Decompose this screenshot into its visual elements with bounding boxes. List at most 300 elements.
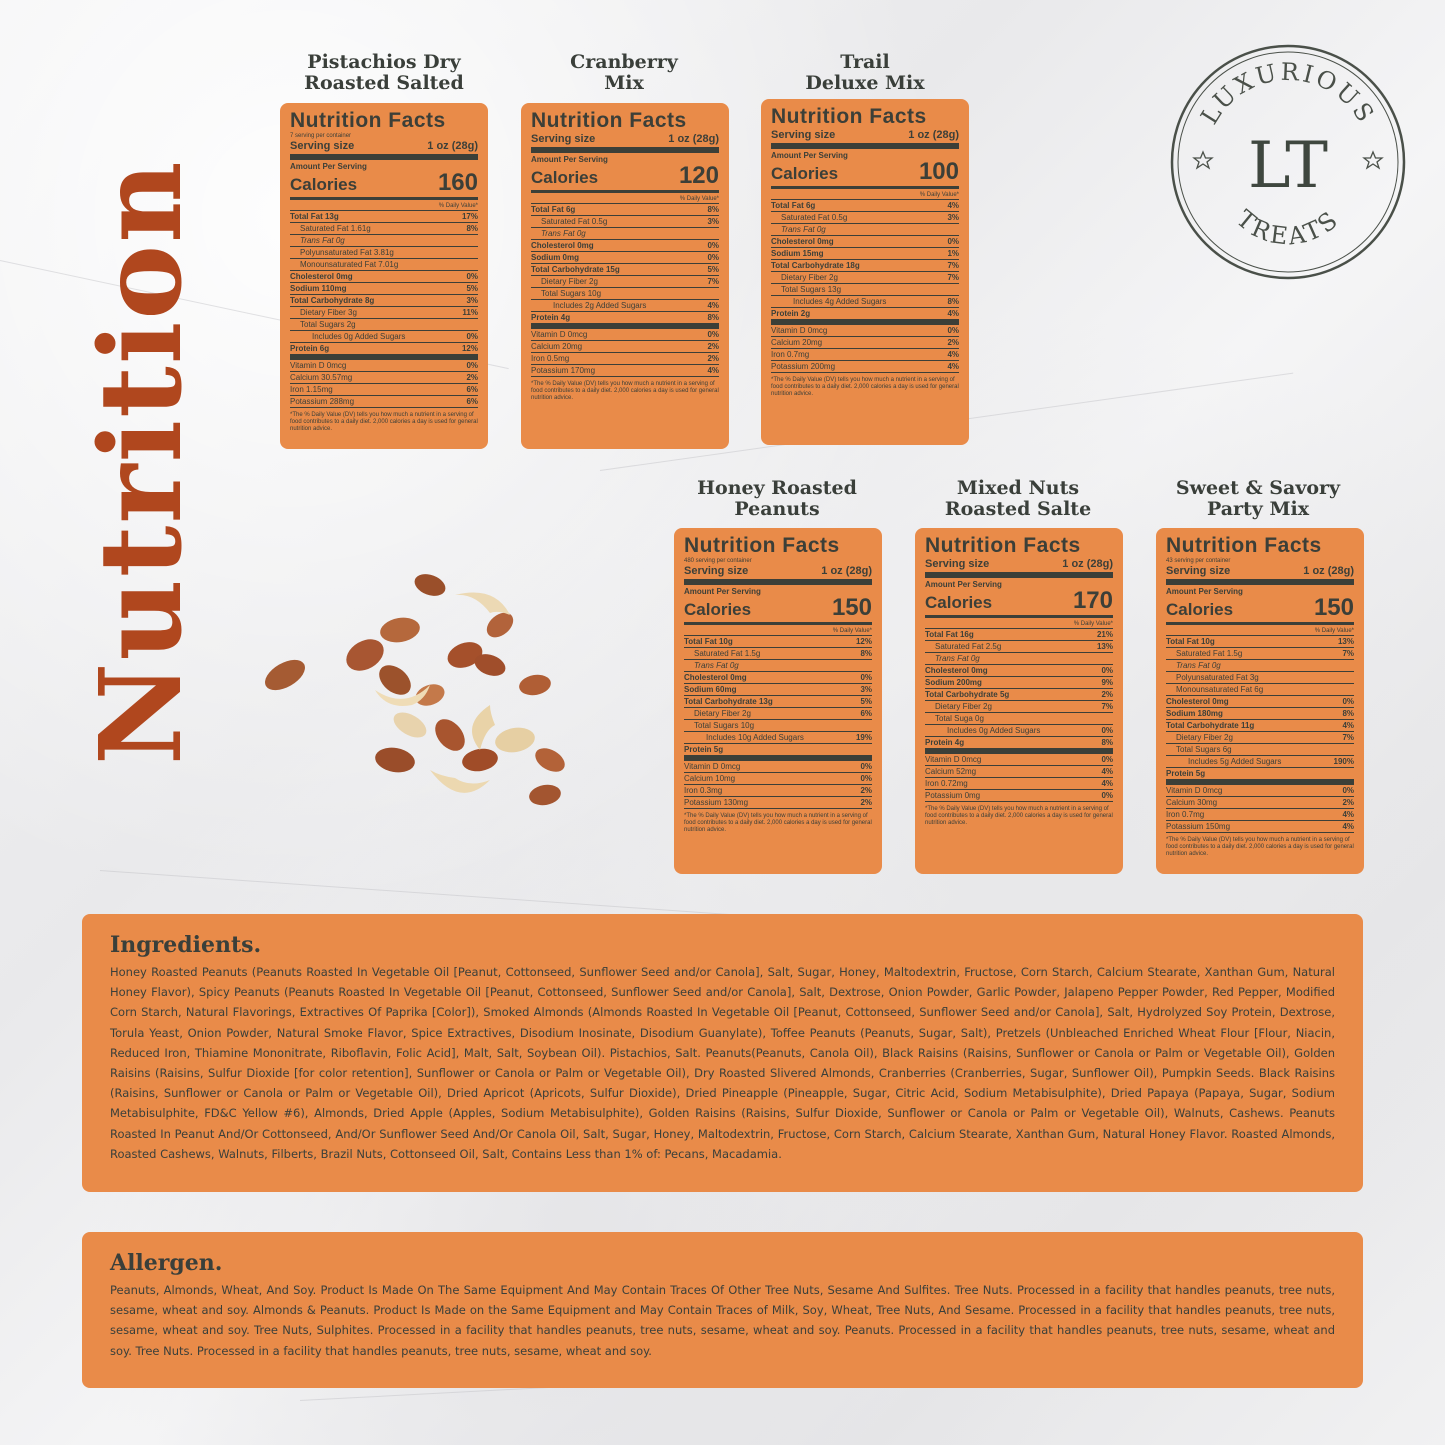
nutrient-label: Total Carbohydrate 8g: [290, 296, 375, 305]
nutrition-facts-panel: [915, 528, 1123, 874]
nutrient-daily-value: 0%: [860, 673, 872, 682]
nutrient-label: Total Fat 10g: [1166, 637, 1215, 646]
nutrient-label: Cholesterol 0mg: [684, 673, 747, 682]
product-title-line: Cranberry: [570, 51, 678, 73]
nutrient-row: [1166, 744, 1354, 756]
nutrient-label: Calcium 20mg: [531, 342, 583, 351]
nutrient-row: [290, 295, 478, 307]
nutrient-label: Includes 2g Added Sugars: [553, 301, 647, 310]
nutrient-row: [925, 713, 1113, 725]
nutrient-daily-value: 0%: [1342, 697, 1354, 706]
nutrient-label: Vitamin D 0mcg: [531, 330, 588, 339]
nutrient-row: [1166, 672, 1354, 684]
nutrient-label: Saturated Fat 1.5g: [1176, 649, 1243, 658]
product-title-line: Honey Roasted: [697, 477, 857, 499]
nutrition-facts-heading: Nutrition Facts: [925, 534, 1081, 557]
divider: [1166, 622, 1354, 625]
amount-per-serving: Amount Per Serving: [290, 162, 367, 171]
divider: [531, 147, 719, 153]
product-title-line: Trail: [840, 51, 890, 73]
nutrient-row: [684, 684, 872, 696]
daily-value-footnote: *The % Daily Value (DV) tells you how much a nutrient in a serving of food contributes to a daily diet. 2,000 calories a day is used for general nutrition advice.: [771, 377, 959, 397]
nutrient-daily-value: 0%: [860, 774, 872, 783]
serving-size-row: [771, 129, 959, 141]
svg-text:TREATS: [1231, 205, 1345, 251]
calories-label: Calories: [531, 168, 599, 187]
nutrient-row: [531, 300, 719, 312]
nutrient-daily-value: 4%: [947, 309, 959, 318]
nutrition-facts-panel: [280, 103, 488, 449]
ingredients-heading: Ingredients.: [110, 932, 262, 958]
nutrient-row: [290, 211, 478, 223]
nutrient-row: [771, 325, 959, 337]
serving-size-value: 1 oz (28g): [1062, 558, 1113, 570]
product-title-line: Party Mix: [1206, 498, 1310, 520]
nutrient-daily-value: 12%: [461, 344, 478, 353]
nutrient-row: [1166, 797, 1354, 809]
amount-per-serving: Amount Per Serving: [925, 580, 1002, 589]
nutrient-label: Includes 5g Added Sugars: [1188, 757, 1282, 766]
nutrient-daily-value: 4%: [1342, 721, 1354, 730]
daily-value-footnote: *The % Daily Value (DV) tells you how much a nutrient in a serving of food contributes to a daily diet. 2,000 calories a day is used for general nutrition advice.: [290, 412, 478, 432]
amount-per-serving: Amount Per Serving: [684, 587, 761, 596]
nutrient-row: [290, 319, 478, 331]
nutrient-label: Sodium 110mg: [290, 284, 347, 293]
nutrient-daily-value: 3%: [947, 213, 959, 222]
nutrient-row: [290, 396, 478, 408]
nutrient-row: [1166, 768, 1354, 785]
product-title-line: Peanuts: [734, 498, 820, 520]
nutrient-row: [1166, 756, 1354, 768]
servings-per-container: 43 serving per container: [1166, 558, 1231, 564]
nutrient-row: [925, 689, 1113, 701]
nutrient-daily-value: 13%: [1337, 637, 1354, 646]
divider: [771, 186, 959, 189]
nutrient-label: Protein 5g: [684, 745, 724, 754]
serving-size-value: 1 oz (28g): [427, 140, 478, 152]
nutrient-row: [771, 349, 959, 361]
product-title: [504, 52, 744, 94]
nutrient-label: Total Fat 13g: [290, 212, 339, 221]
divider: [531, 190, 719, 193]
nutrient-daily-value: 8%: [1101, 738, 1113, 747]
nutrient-row: [1166, 660, 1354, 672]
logo-bottom-text: TREATS: [1231, 204, 1345, 251]
calories-row: [290, 171, 478, 195]
calories-value: 170: [1072, 587, 1113, 614]
nutrient-daily-value: 21%: [1096, 630, 1113, 639]
nutrient-daily-value: 17%: [461, 212, 478, 221]
nutrition-facts-heading: Nutrition Facts: [1166, 534, 1322, 557]
nutrient-daily-value: 12%: [855, 637, 872, 646]
nutrient-daily-value: 4%: [1342, 810, 1354, 819]
nutrient-label: Iron 0.7mg: [1166, 810, 1205, 819]
nutrient-daily-value: 2%: [860, 786, 872, 795]
calories-row: [925, 589, 1113, 613]
nutrient-label: Dietary Fiber 2g: [541, 277, 598, 286]
nutrient-label: Total Fat 16g: [925, 630, 974, 639]
nutrient-row: [531, 353, 719, 365]
nutrient-label: Vitamin D 0mcg: [290, 361, 347, 370]
nutrient-row: [1166, 636, 1354, 648]
serving-size-label: Serving size: [531, 133, 596, 145]
serving-size-row: [925, 558, 1113, 570]
amount-per-serving: Amount Per Serving: [531, 155, 608, 164]
nutrient-label: Dietary Fiber 2g: [694, 709, 751, 718]
nutrient-row: [771, 260, 959, 272]
nutrient-label: Vitamin D 0mcg: [771, 326, 828, 335]
serving-size-label: Serving size: [771, 129, 836, 141]
nutrient-daily-value: 6%: [466, 385, 478, 394]
daily-value-label: % Daily Value*: [531, 195, 719, 204]
nutrient-label: Potassium 170mg: [531, 366, 596, 375]
nutrient-label: Calcium 20mg: [771, 338, 823, 347]
nutrient-label: Total Fat 6g: [771, 201, 816, 210]
nutrient-row: [771, 236, 959, 248]
nutrient-label: Iron 0.3mg: [684, 786, 723, 795]
nutrient-label: Cholesterol 0mg: [290, 272, 353, 281]
nutrient-label: Potassium 150mg: [1166, 822, 1231, 831]
nutrient-row: [531, 216, 719, 228]
nutrient-label: Vitamin D 0mcg: [684, 762, 741, 771]
nutrient-label: Total Carbohydrate 15g: [531, 265, 620, 274]
nutrient-label: Total Sugars 2g: [300, 320, 356, 329]
nutrient-label: Potassium 200mg: [771, 362, 836, 371]
nutrient-row: [1166, 720, 1354, 732]
nutrient-daily-value: 0%: [466, 272, 478, 281]
daily-value-label: % Daily Value*: [771, 191, 959, 200]
product-title-line: Mixed Nuts: [956, 477, 1080, 499]
nutrient-daily-value: 6%: [466, 397, 478, 406]
product-title-line: Roasted Salte: [944, 498, 1092, 520]
nutrient-daily-value: 19%: [855, 733, 872, 742]
nutrient-label: Cholesterol 0mg: [1166, 697, 1229, 706]
daily-value-label: % Daily Value*: [290, 202, 478, 211]
daily-value-footnote: *The % Daily Value (DV) tells you how much a nutrient in a serving of food contributes to a daily diet. 2,000 calories a day is used for general nutrition advice.: [531, 381, 719, 401]
daily-value-footnote: *The % Daily Value (DV) tells you how much a nutrient in a serving of food contributes to a daily diet. 2,000 calories a day is used for general nutrition advice.: [684, 813, 872, 833]
nutrient-label: Total Sugars 6g: [1176, 745, 1232, 754]
nutrient-row: [1166, 785, 1354, 797]
servings-per-container: 7 serving per container: [290, 133, 352, 139]
nutrient-daily-value: 6%: [860, 709, 872, 718]
nutrient-daily-value: 8%: [1342, 709, 1354, 718]
nutrient-row: [531, 329, 719, 341]
divider: [290, 197, 478, 200]
nutrient-daily-value: 8%: [860, 649, 872, 658]
nutrient-row: [531, 365, 719, 377]
nutrient-daily-value: 3%: [707, 217, 719, 226]
nutrient-daily-value: 8%: [947, 297, 959, 306]
nutrient-label: Saturated Fat 2.5g: [935, 642, 1002, 651]
calories-row: [684, 596, 872, 620]
nutrient-daily-value: 0%: [860, 762, 872, 771]
nutrient-row: [925, 701, 1113, 713]
nutrient-label: Dietary Fiber 2g: [1176, 733, 1233, 742]
calories-label: Calories: [684, 600, 752, 619]
serving-size-row: [684, 565, 872, 577]
nutrient-label: Includes 10g Added Sugars: [706, 733, 804, 742]
nutrient-row: [684, 672, 872, 684]
product-title: [1138, 478, 1378, 520]
nutrient-daily-value: 3%: [466, 296, 478, 305]
nutrient-row: [684, 660, 872, 672]
product-title: [264, 52, 504, 94]
nutrient-daily-value: 7%: [947, 273, 959, 282]
nutrient-daily-value: 8%: [707, 205, 719, 214]
nutrient-daily-value: 4%: [707, 301, 719, 310]
calories-label: Calories: [925, 593, 993, 612]
nutrition-facts-panel: [761, 99, 969, 445]
product-title-line: Sweet & Savory: [1175, 477, 1341, 499]
ingredients-text: Honey Roasted Peanuts (Peanuts Roasted In Vegetable Oil [Peanut, Cottonseed, Sunflower Seed and/or Canola], Salt, Sugar, Honey, Maltodextrin, Fructose, Corn Starch, Calcium Stearate, Xanthan Gum, Natural Honey Flavor), Spicy Peanuts (Peanuts Roasted In Vegetable Oil [Peanut, Cottonseed, Sunflower Seed and/or Canola], Salt, Dextrose, Onion Powder, Garlic Powder, Jalapeno Pepper Powder, Red Pepper, Modified Corn Starch, Natural Flavorings, Extractives Of Paprika [Color]), Smoked Almonds (Almonds Roasted In Vegetable Oil [Peanut, Cottonseed, Sunflower Seed and/or Canola], Salt, Hydrolyzed Soy Protein, Dextrose, Torula Yeast, Onion Powder, Natural Smoke Flavor, Spice Extractives, Disodium Inosinate, Disodium Guanylate), Toffee Peanuts (Peanuts, Sugar, Salt), Pretzels (Unbleached Enriched Wheat Flour [Flour, Niacin, Reduced Iron, Thiamine Mononitrate, Riboflavin, Folic Acid], Malt, Salt, Soybean Oil). Pistachios, Salt. Peanuts(Peanuts, Canola Oil), Black Raisins (Raisins, Sunflower or Canola or Palm or Vegetable Oil), Golden Raisins (Raisins, Sulfur Dioxide [for color retention], Sunflower or Canola or Palm or Vegetable Oil), Dry Roasted Slivered Almonds, Cranberries (Cranberries, Sugar, Sunflower Oil), Pumpkin Seeds. Black Raisins (Raisins, Sunflower or Canola or Palm or Vegetable Oil), Dried Apricot (Apricots, Sulfur Dioxide), Dried Pineapple (Pineapple, Sugar, Citric Acid, Sodium Metabisulphite), Dried Papaya (Papaya, Sugar, Sodium Metabisulphite, FD&C Yellow #6), Almonds, Dried Apple (Apples, Sodium Metabisulphite), Golden Raisins (Raisins, Sulfur Dioxide, Sunflower or Canola or Palm or Vegetable Oil), Walnuts, Cashews. Peanuts Roasted In Peanut And/Or Cottonseed, And/Or Sunflower Seed And/Or Canola Oil, Salt, Sugar, Honey, Maltodextrin, Fructose, Corn Starch, Calcium Stearate, Xanthan Gum, Natural Honey Flavor. Roasted Almonds, Roasted Cashews, Walnuts, Filberts, Brazil Nuts, Cottonseed Oil, Salt, Contains Less than 1% of: Pecans, Macadamia.: [110, 965, 1335, 1161]
nutrient-label: Total Suga 0g: [935, 714, 984, 723]
nutrient-label: Iron 0.72mg: [925, 779, 968, 788]
calories-row: [771, 160, 959, 184]
nutrient-row: [771, 361, 959, 373]
nutrient-row: [684, 797, 872, 809]
nutrient-row: [531, 240, 719, 252]
nutrient-label: Sodium 0mg: [531, 253, 580, 262]
nutrient-label: Total Sugars 10g: [694, 721, 755, 730]
nutrient-row: [1166, 648, 1354, 660]
serving-size-value: 1 oz (28g): [668, 133, 719, 145]
nutrient-row: [684, 732, 872, 744]
nutrient-row: [531, 204, 719, 216]
nutrient-label: Includes 0g Added Sugars: [312, 332, 406, 341]
amount-per-serving: Amount Per Serving: [1166, 587, 1243, 596]
product-title-line: Deluxe Mix: [805, 72, 925, 94]
nutrient-row: [531, 276, 719, 288]
calories-value: 120: [678, 162, 719, 189]
nutrient-row: [925, 641, 1113, 653]
nutrient-row: [684, 708, 872, 720]
nutrient-label: Total Carbohydrate 18g: [771, 261, 860, 270]
daily-value-footnote: *The % Daily Value (DV) tells you how much a nutrient in a serving of food contributes to a daily diet. 2,000 calories a day is used for general nutrition advice.: [1166, 837, 1354, 857]
nutrient-daily-value: 7%: [707, 277, 719, 286]
serving-size-row: [1166, 565, 1354, 577]
daily-value-label: % Daily Value*: [925, 620, 1113, 629]
nutrient-row: [290, 271, 478, 283]
nutrient-label: Calcium 30.57mg: [290, 373, 353, 382]
nutrient-row: [531, 228, 719, 240]
allergen-text: Peanuts, Almonds, Wheat, And Soy. Product Is Made On The Same Equipment And May Contain Traces Of Other Tree Nuts, Sesame And Sulfites. Tree Nuts. Processed in a facility that handles peanuts, tree nuts, sesame, wheat and soy. Almonds & Peanuts. Product Is Made on the Same Equipment and May Contain Traces of Milk, Soy, Wheat, Tree Nuts, And Sesame. Processed in a facility that handles peanuts, tree nuts, sesame, wheat and soy. Tree Nuts, Sulphites. Processed in a facility that handles peanuts, tree nuts, sesame, wheat and soy. Peanuts. Processed in a facility that handles peanuts, tree nuts, sesame, wheat and soy. Tree Nuts. Processed in a facility that handles peanuts, tree nuts, sesame, wheat and soy.: [110, 1283, 1335, 1358]
luxurious-treats-logo: [1168, 42, 1408, 282]
nutrient-label: Includes 4g Added Sugars: [793, 297, 887, 306]
product-title-line: Mix: [604, 72, 644, 94]
product-title: [657, 478, 897, 520]
nutrient-daily-value: 4%: [947, 362, 959, 371]
nutrient-daily-value: 0%: [1101, 666, 1113, 675]
nutrient-row: [684, 785, 872, 797]
nutrient-daily-value: 4%: [707, 366, 719, 375]
nutrient-row: [290, 259, 478, 271]
daily-value-label: % Daily Value*: [1166, 627, 1354, 636]
nutrient-row: [1166, 821, 1354, 833]
nutrient-label: Polyunsaturated Fat 3g: [1176, 673, 1259, 682]
nutrient-daily-value: 4%: [1101, 767, 1113, 776]
nutrient-label: Iron 0.5mg: [531, 354, 570, 363]
nutrition-facts-heading: Nutrition Facts: [684, 534, 840, 557]
nutrient-row: [290, 360, 478, 372]
nutrition-facts-panel: [1156, 528, 1364, 874]
nutrient-daily-value: 5%: [860, 697, 872, 706]
nutrient-label: Cholesterol 0mg: [925, 666, 988, 675]
nutrient-daily-value: 190%: [1333, 757, 1354, 766]
nutrient-daily-value: 0%: [707, 330, 719, 339]
nutrient-row: [925, 790, 1113, 802]
nutrient-row: [290, 283, 478, 295]
nutrition-facts-panel: [674, 528, 882, 874]
nutrient-row: [925, 778, 1113, 790]
divider: [684, 622, 872, 625]
calories-label: Calories: [771, 164, 839, 183]
divider: [290, 154, 478, 160]
nutrient-daily-value: 7%: [1342, 649, 1354, 658]
nutrient-row: [684, 720, 872, 732]
nutrient-daily-value: 0%: [707, 253, 719, 262]
serving-size-label: Serving size: [684, 565, 749, 577]
nutrient-label: Trans Fat 0g: [300, 236, 345, 245]
nutrient-label: Sodium 15mg: [771, 249, 824, 258]
nutrient-label: Dietary Fiber 2g: [781, 273, 838, 282]
nutrient-label: Total Sugars 13g: [781, 285, 842, 294]
nutrient-row: [684, 773, 872, 785]
nutrient-label: Total Carbohydrate 5g: [925, 690, 1010, 699]
logo-monogram: LT: [1248, 129, 1328, 203]
nutrient-daily-value: 2%: [1101, 690, 1113, 699]
divider: [1166, 579, 1354, 585]
nutrient-row: [290, 331, 478, 343]
nutrient-daily-value: 2%: [1342, 798, 1354, 807]
nutrient-label: Sodium 200mg: [925, 678, 982, 687]
nutrient-label: Vitamin D 0mcg: [925, 755, 982, 764]
nutrient-daily-value: 1%: [947, 249, 959, 258]
product-title-line: Pistachios Dry: [307, 51, 461, 73]
serving-size-label: Serving size: [290, 140, 355, 152]
nutrient-row: [771, 272, 959, 284]
nutrient-daily-value: 7%: [1342, 733, 1354, 742]
nutrient-label: Saturated Fat 0.5g: [541, 217, 608, 226]
mixed-nuts-image: [250, 560, 590, 820]
nutrient-row: [290, 384, 478, 396]
nutrient-label: Monounsaturated Fat 6g: [1176, 685, 1264, 694]
nutrient-daily-value: 3%: [860, 685, 872, 694]
nutrient-label: Potassium 130mg: [684, 798, 749, 807]
nutrient-daily-value: 0%: [1101, 791, 1113, 800]
nutrient-row: [1166, 732, 1354, 744]
nutrient-daily-value: 2%: [707, 354, 719, 363]
serving-size-value: 1 oz (28g): [908, 129, 959, 141]
nutrient-row: [925, 754, 1113, 766]
serving-size-value: 1 oz (28g): [1303, 565, 1354, 577]
nutrient-daily-value: 7%: [947, 261, 959, 270]
nutrient-label: Sodium 60mg: [684, 685, 737, 694]
nutrient-label: Dietary Fiber 3g: [300, 308, 357, 317]
nutrient-label: Protein 6g: [290, 344, 330, 353]
nutrient-label: Includes 0g Added Sugars: [947, 726, 1041, 735]
nutrient-daily-value: 4%: [1101, 779, 1113, 788]
nutrient-row: [531, 341, 719, 353]
nutrient-row: [290, 247, 478, 259]
nutrient-row: [290, 235, 478, 247]
nutrient-label: Protein 4g: [531, 313, 571, 322]
nutrient-label: Potassium 288mg: [290, 397, 355, 406]
nutrient-daily-value: 4%: [947, 350, 959, 359]
nutrient-label: Total Fat 10g: [684, 637, 733, 646]
logo-top-text: LUXURIOUS: [1195, 57, 1381, 130]
nutrient-label: Total Fat 6g: [531, 205, 576, 214]
nutrient-daily-value: 9%: [1101, 678, 1113, 687]
calories-row: [1166, 596, 1354, 620]
serving-size-row: [290, 140, 478, 152]
nutrient-label: Iron 0.7mg: [771, 350, 810, 359]
nutrient-label: Calcium 10mg: [684, 774, 736, 783]
calories-value: 160: [437, 169, 478, 196]
nutrient-daily-value: 11%: [462, 308, 478, 317]
nutrient-row: [684, 696, 872, 708]
nutrient-label: Protein 2g: [771, 309, 811, 318]
nutrient-row: [771, 224, 959, 236]
nutrient-label: Calcium 52mg: [925, 767, 977, 776]
ingredients-section: [82, 914, 1363, 1192]
nutrient-row: [684, 648, 872, 660]
allergen-section: [82, 1232, 1363, 1388]
nutrient-row: [925, 653, 1113, 665]
nutrient-row: [684, 636, 872, 648]
nutrient-daily-value: 2%: [860, 798, 872, 807]
nutrient-row: [925, 665, 1113, 677]
amount-per-serving: Amount Per Serving: [771, 151, 848, 160]
divider: [684, 579, 872, 585]
nutrient-label: Cholesterol 0mg: [531, 241, 594, 250]
nutrient-label: Vitamin D 0mcg: [1166, 786, 1223, 795]
nutrient-daily-value: 4%: [947, 201, 959, 210]
nutrient-label: Sodium 180mg: [1166, 709, 1223, 718]
serving-size-row: [531, 133, 719, 145]
nutrient-daily-value: 8%: [707, 313, 719, 322]
divider: [771, 143, 959, 149]
calories-value: 100: [918, 158, 959, 185]
nutrient-row: [771, 337, 959, 349]
nutrient-daily-value: 8%: [466, 224, 478, 233]
daily-value-label: % Daily Value*: [684, 627, 872, 636]
nutrient-daily-value: 0%: [947, 237, 959, 246]
nutrient-row: [531, 252, 719, 264]
nutrition-facts-heading: Nutrition Facts: [290, 109, 446, 132]
nutrient-row: [290, 343, 478, 360]
nutrient-row: [771, 284, 959, 296]
nutrient-daily-value: 4%: [1342, 822, 1354, 831]
calories-label: Calories: [290, 175, 358, 194]
nutrient-label: Trans Fat 0g: [781, 225, 826, 234]
nutrient-label: Dietary Fiber 2g: [935, 702, 992, 711]
serving-size-label: Serving size: [1166, 565, 1231, 577]
nutrient-label: Monounsaturated Fat 7.01g: [300, 260, 399, 269]
product-title: [898, 478, 1138, 520]
nutrition-facts-heading: Nutrition Facts: [771, 105, 927, 128]
nutrient-row: [925, 629, 1113, 641]
nutrient-label: Saturated Fat 1.61g: [300, 224, 371, 233]
nutrient-label: Calcium 30mg: [1166, 798, 1218, 807]
nutrient-row: [1166, 708, 1354, 720]
nutrient-daily-value: 0%: [466, 361, 478, 370]
divider: [925, 615, 1113, 618]
nutrient-daily-value: 0%: [466, 332, 478, 341]
nutrient-daily-value: 0%: [707, 241, 719, 250]
nutrient-label: Polyunsaturated Fat 3.81g: [300, 248, 394, 257]
divider: [925, 572, 1113, 578]
product-title-line: Roasted Salted: [304, 72, 464, 94]
